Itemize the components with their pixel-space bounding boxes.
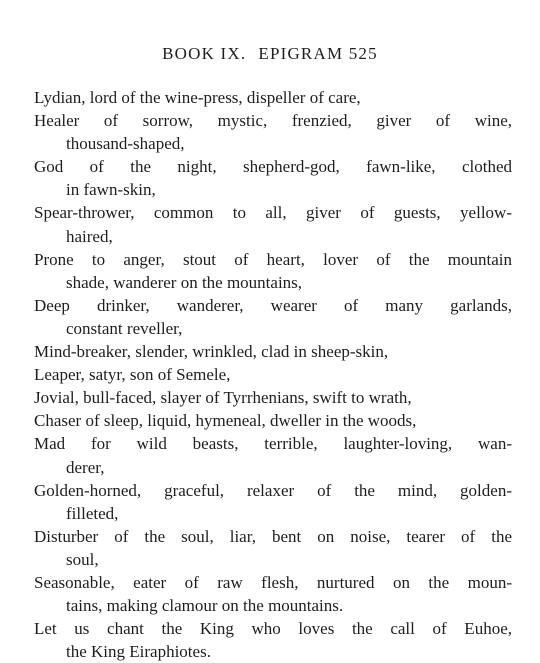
epithet-continuation-line: tains, making clamour on the mountains. [66, 596, 344, 616]
epithet-entry [34, 201, 512, 247]
epithet-line: Spear-thrower, common to all, giver of guests, yellow- [34, 203, 512, 223]
epithet-line: Deep drinker, wanderer, wearer of many garlands, [34, 295, 512, 315]
epithet-entry [34, 409, 512, 432]
epithet-entry [34, 571, 512, 617]
epithet-entry [34, 479, 512, 525]
epithet-line: Mind-breaker, slender, wrinkled, clad in sheep-skin, [34, 342, 389, 362]
epithet-line: Let us chant the King who loves the call of Euhoe, [34, 619, 512, 639]
epithet-continuation-line: soul, [66, 549, 99, 569]
page-number: 525 [348, 44, 378, 63]
epithet-entry [34, 248, 512, 294]
epithet-entry [34, 109, 512, 155]
epithet-entry [34, 340, 512, 363]
epithet-entry [34, 432, 512, 478]
epithet-line: Lydian, lord of the wine-press, dispeller of care, [34, 88, 361, 107]
epithet-entry [34, 386, 512, 409]
epithet-line: God of the night, shepherd-god, fawn-like, clothed [34, 157, 512, 177]
epithet-continuation-line: filleted, [66, 503, 119, 523]
epithet-continuation-line: derer, [66, 457, 105, 477]
epithet-entry [34, 617, 512, 663]
epigram-label: EPIGRAM [258, 44, 344, 63]
epithet-continuation-line: in fawn-skin, [66, 180, 156, 200]
epithet-line: Prone to anger, stout of heart, lover of the mountain [34, 249, 512, 269]
epithet-line: Disturber of the soul, liar, bent on noise, tearer of the [34, 526, 512, 546]
epithet-entry [34, 363, 512, 386]
epithet-entry [34, 525, 512, 571]
epithet-entry [34, 86, 512, 109]
epithet-line: Leaper, satyr, son of Semele, [34, 365, 231, 385]
epithet-line: Jovial, bull-faced, slayer of Tyrrhenians, swift to wrath, [34, 388, 412, 408]
epithet-continuation-line: thousand-shaped, [66, 134, 185, 154]
epithet-line: Healer of sorrow, mystic, frenzied, giver of wine, [34, 111, 512, 131]
epithet-line: Golden-horned, graceful, relaxer of the mind, golden- [34, 480, 512, 500]
epithet-line: Chaser of sleep, liquid, hymeneal, dweller in the woods, [34, 411, 417, 431]
book-label: BOOK IX. [162, 44, 247, 63]
epithet-entry [34, 155, 512, 201]
epithet-continuation-line: haired, [66, 226, 113, 246]
epithet-entry [34, 294, 512, 340]
epithet-line: Mad for wild beasts, terrible, laughter-loving, wan- [34, 434, 512, 454]
epithet-line: Seasonable, eater of raw flesh, nurtured on the moun- [34, 572, 512, 592]
epithet-continuation-line: constant reveller, [66, 318, 183, 338]
epigram-text [34, 86, 512, 663]
epithet-continuation-line: shade, wanderer on the mountains, [66, 272, 303, 292]
running-head [0, 44, 540, 64]
epithet-continuation-line: the King Eiraphiotes. [66, 642, 211, 662]
